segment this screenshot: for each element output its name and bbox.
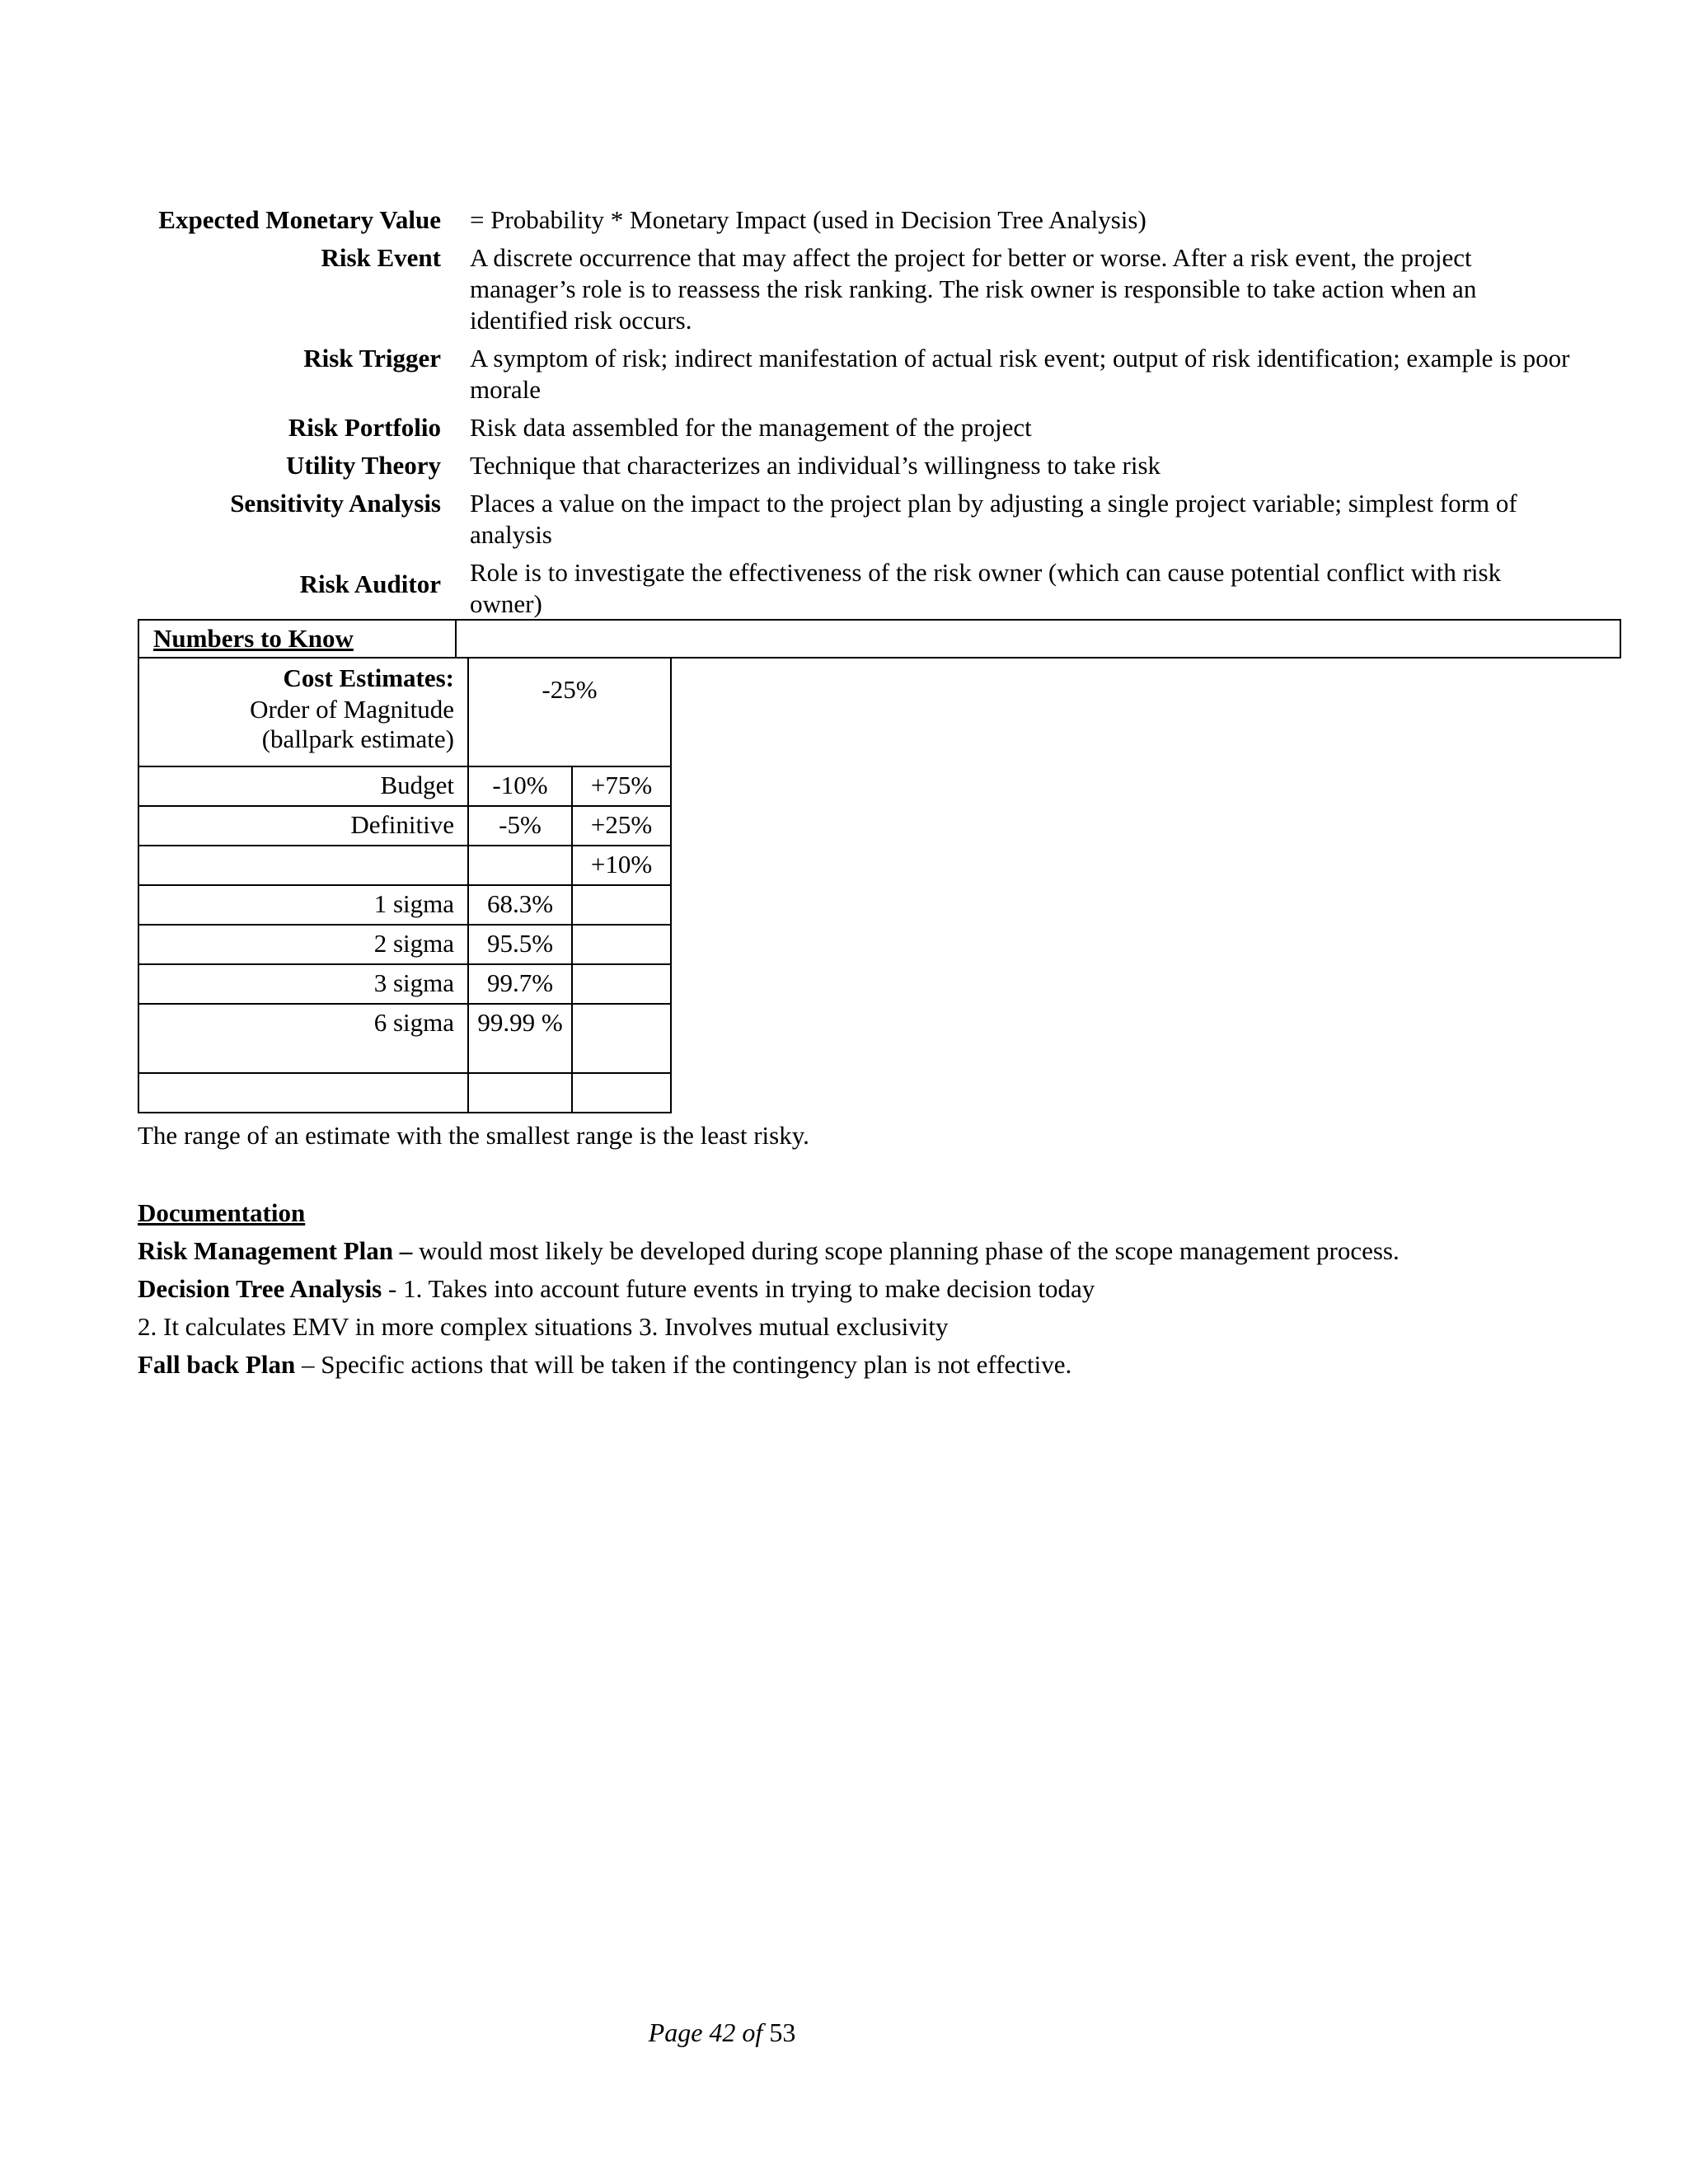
numbers-to-know-header xyxy=(138,619,1621,658)
definition-term: Risk Auditor xyxy=(299,569,441,598)
row-label: Definitive xyxy=(138,806,468,846)
table-row xyxy=(138,885,671,925)
high-value xyxy=(572,925,671,964)
order-of-magnitude-label: Order of Magnitude (ballpark estimate) xyxy=(250,695,454,753)
definition-term: Risk Event xyxy=(321,243,441,272)
definition-row xyxy=(136,412,1620,443)
documentation-item xyxy=(138,1273,1621,1305)
table-row xyxy=(138,1004,671,1073)
cost-estimates-cell xyxy=(138,658,468,766)
table-row xyxy=(138,766,671,806)
low-value: 99.7% xyxy=(468,964,572,1004)
documentation-text: - 1. Takes into account future events in trying to make decision today xyxy=(382,1274,1095,1303)
row-label: 2 sigma xyxy=(138,925,468,964)
documentation-item xyxy=(138,1349,1621,1380)
row-label xyxy=(138,846,468,885)
definition-row xyxy=(136,488,1620,551)
low-value xyxy=(468,1073,572,1113)
range-note: The range of an estimate with the smallest range is the least risky. xyxy=(138,1121,809,1150)
definition-term: Sensitivity Analysis xyxy=(230,489,441,518)
table-row xyxy=(138,964,671,1004)
definition-term: Utility Theory xyxy=(286,451,441,480)
row-label: Budget xyxy=(138,766,468,806)
high-value xyxy=(572,964,671,1004)
definition-row xyxy=(136,242,1620,336)
table-row xyxy=(138,1073,671,1113)
definition-text: Technique that characterizes an individual’s willingness to take risk xyxy=(470,451,1161,480)
documentation-item xyxy=(138,1311,1621,1343)
page-number-label: Page 42 of xyxy=(648,2018,763,2047)
low-value: -5% xyxy=(468,806,572,846)
documentation-text: 2. It calculates EMV in more complex situations 3. Involves mutual exclusivity xyxy=(138,1312,949,1341)
row-label xyxy=(138,1073,468,1113)
definition-text: A symptom of risk; indirect manifestation of actual risk event; output of risk identification; example is poor morale xyxy=(470,344,1570,404)
high-value: +10% xyxy=(572,846,671,885)
table-row xyxy=(138,806,671,846)
documentation-section xyxy=(138,1197,1621,1380)
definition-term: Expected Monetary Value xyxy=(158,205,441,234)
definition-text: = Probability * Monetary Impact (used in Decision Tree Analysis) xyxy=(470,205,1146,234)
row-label: 6 sigma xyxy=(138,1004,468,1073)
numbers-to-know-title: Numbers to Know xyxy=(139,621,457,657)
table-row xyxy=(138,925,671,964)
high-value xyxy=(572,1073,671,1113)
definition-text: A discrete occurrence that may affect the project for better or worse. After a risk event, the project manager’s role is to reassess the risk ranking. The risk owner is responsible to take action when an identified risk occurs. xyxy=(470,243,1477,335)
glossary xyxy=(136,204,1620,626)
definition-text: Places a value on the impact to the project plan by adjusting a single project variable; simplest form of analysis xyxy=(470,489,1517,549)
order-of-magnitude-value: -25% xyxy=(468,658,671,766)
documentation-term: Decision Tree Analysis xyxy=(138,1274,382,1303)
definition-text: Risk data assembled for the management of the project xyxy=(470,413,1032,442)
high-value xyxy=(572,885,671,925)
definition-text: Role is to investigate the effectiveness of the risk owner (which can cause potential conflict with risk owner) xyxy=(470,558,1502,618)
documentation-text: – Specific actions that will be taken if the contingency plan is not effective. xyxy=(295,1350,1072,1379)
documentation-term: Risk Management Plan – xyxy=(138,1236,413,1265)
documentation-item xyxy=(138,1235,1621,1267)
row-label: 3 sigma xyxy=(138,964,468,1004)
page-footer xyxy=(0,2016,1444,2049)
high-value: +75% xyxy=(572,766,671,806)
low-value: -10% xyxy=(468,766,572,806)
definition-term: Risk Trigger xyxy=(303,344,441,373)
row-label: 1 sigma xyxy=(138,885,468,925)
low-value xyxy=(468,846,572,885)
definition-row xyxy=(136,557,1620,620)
low-value: 68.3% xyxy=(468,885,572,925)
cost-estimates-title: Cost Estimates: xyxy=(283,663,454,692)
table-row xyxy=(138,658,671,766)
high-value: +25% xyxy=(572,806,671,846)
definition-term: Risk Portfolio xyxy=(288,413,441,442)
low-value: 99.99 % xyxy=(468,1004,572,1073)
table-row xyxy=(138,846,671,885)
high-value xyxy=(572,1004,671,1073)
low-value: 95.5% xyxy=(468,925,572,964)
numbers-table xyxy=(138,657,672,1113)
definition-row xyxy=(136,343,1620,405)
page-total: 53 xyxy=(762,2018,796,2047)
definition-row xyxy=(136,204,1620,236)
definition-row xyxy=(136,450,1620,481)
documentation-title: Documentation xyxy=(138,1198,306,1227)
documentation-text: would most likely be developed during scope planning phase of the scope management process. xyxy=(412,1236,1400,1265)
documentation-term: Fall back Plan xyxy=(138,1350,296,1379)
